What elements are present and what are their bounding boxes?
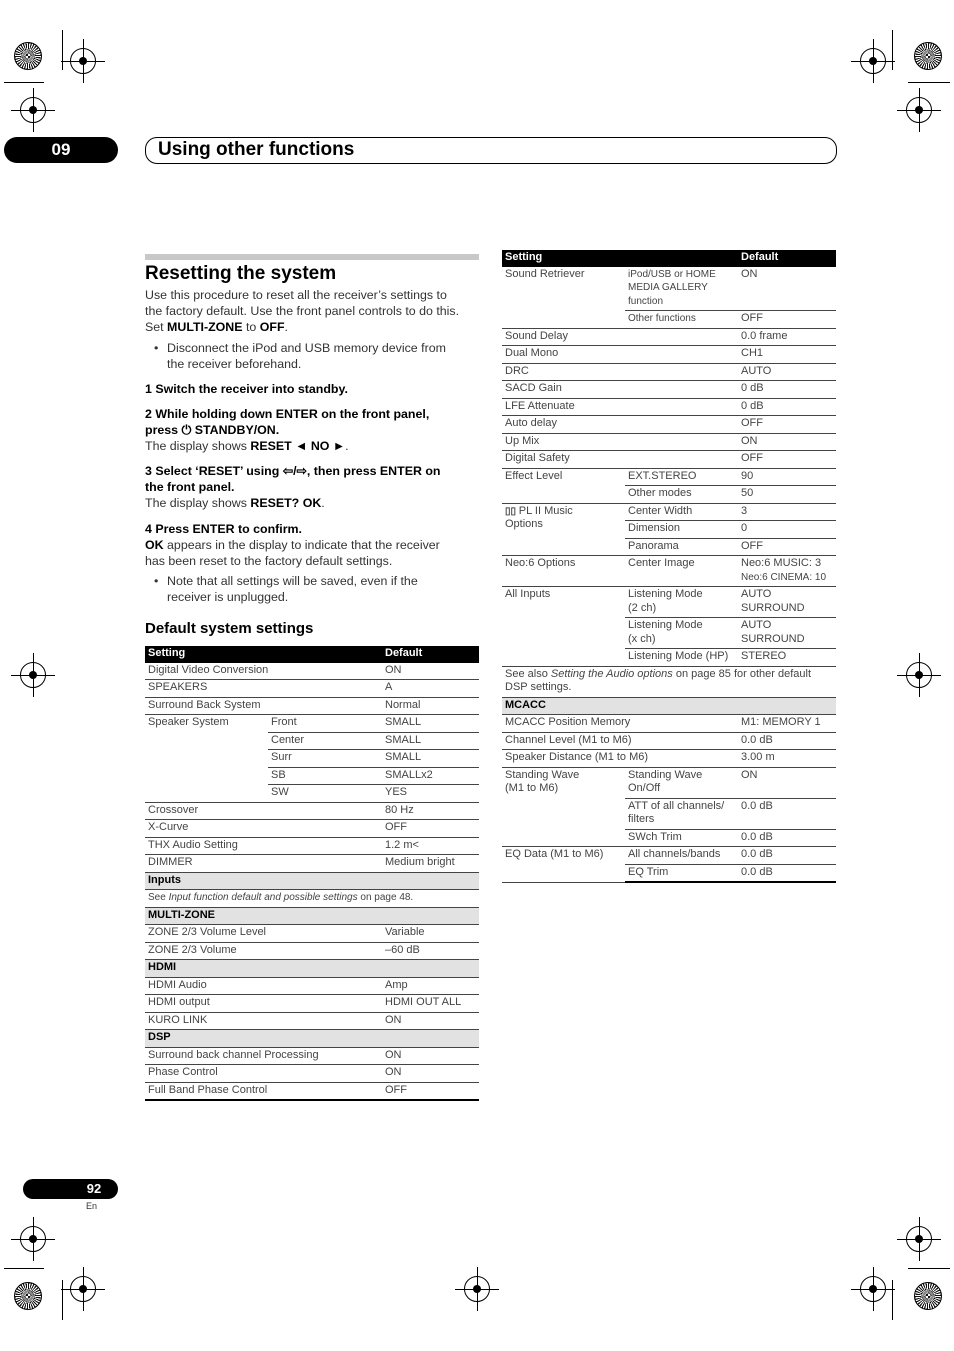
subsetting-text: On/Off: [628, 782, 661, 794]
default-text: Neo:6 CINEMA: 10: [741, 571, 827, 583]
table-row: [502, 732, 836, 750]
section-row: [502, 697, 836, 715]
setting-cell: All Inputs: [502, 587, 625, 667]
crop-line: [908, 82, 950, 83]
table-row: [145, 837, 479, 855]
setting-cell: Speaker Distance (M1 to M6): [502, 750, 738, 768]
table-row: [145, 1012, 479, 1030]
table-row: [502, 398, 836, 416]
table-row: [145, 802, 479, 820]
result-text: The display shows: [145, 439, 251, 453]
chapter-title: Using other functions: [158, 139, 355, 160]
table-row: [502, 381, 836, 399]
intro-paragraph: [145, 287, 479, 335]
registration-rosette-icon: [14, 1282, 42, 1310]
section-row: [145, 907, 479, 925]
subsetting-cell: Other modes: [625, 486, 738, 504]
section-row: [145, 1030, 479, 1048]
subsetting-cell: [625, 767, 738, 798]
dolby-logo-icon: ▯▯: [505, 505, 519, 517]
table-row: [502, 587, 836, 618]
table-row: [502, 328, 836, 346]
default-cell: [738, 556, 836, 587]
subsetting-text: (2 ch): [628, 601, 657, 614]
table-row: [145, 715, 479, 733]
subsetting-text: filters: [628, 813, 655, 825]
note-text: See: [148, 892, 169, 903]
default-cell: OFF: [738, 451, 836, 469]
registration-mark-icon: [906, 97, 932, 123]
default-cell: Amp: [382, 977, 479, 995]
registration-rosette-icon: [914, 1282, 942, 1310]
setting-cell: X-Curve: [145, 820, 382, 838]
step-1: 1 Switch the receiver into standby.: [145, 382, 348, 396]
default-cell: YES: [382, 785, 479, 803]
setting-cell: SPEAKERS: [145, 680, 382, 698]
default-cell: Medium bright: [382, 855, 479, 873]
cross-reference: Setting the Audio options: [550, 667, 673, 680]
default-cell: [738, 618, 836, 649]
default-cell: 0.0 dB: [738, 798, 836, 829]
off-term: OFF: [259, 320, 285, 334]
table-row: [145, 977, 479, 995]
setting-cell: DRC: [502, 363, 738, 381]
default-cell: OFF: [382, 1082, 479, 1100]
chapter-number: 09: [51, 140, 71, 159]
page-number: 92: [86, 1181, 102, 1196]
step-3: [145, 463, 479, 495]
step-4-result: [145, 537, 479, 569]
setting-cell: Channel Level (M1 to M6): [502, 732, 738, 750]
setting-cell: [502, 503, 625, 556]
note-text: on page 48.: [357, 892, 414, 903]
ok-term: OK: [145, 538, 164, 552]
setting-cell: Phase Control: [145, 1065, 382, 1083]
subsetting-cell: All channels/bands: [625, 847, 738, 865]
table-row: [502, 363, 836, 381]
setting-cell: Neo:6 Options: [502, 556, 625, 587]
table-row: [502, 468, 836, 486]
intro-line: the factory default. Use the front panel controls to do this.: [145, 304, 460, 318]
default-cell: STEREO: [738, 649, 836, 667]
table-row: [502, 433, 836, 451]
setting-cell: THX Audio Setting: [145, 837, 382, 855]
table-row: [502, 666, 836, 697]
column-header: Setting: [502, 250, 738, 267]
registration-mark-icon: [70, 1276, 96, 1302]
subsetting-text: (x ch): [628, 632, 656, 645]
default-cell: M1: MEMORY 1: [738, 715, 836, 733]
step-2: [145, 406, 479, 438]
table-row: [145, 1065, 479, 1083]
subsetting-cell: Other functions: [625, 311, 738, 329]
multi-zone-term: MULTI-ZONE: [167, 320, 243, 334]
default-cell: [738, 587, 836, 618]
registration-mark-icon: [20, 662, 46, 688]
setting-text: PL II Music: [518, 504, 573, 517]
page-language: En: [86, 1201, 98, 1211]
display-value: RESET? OK: [250, 496, 322, 510]
setting-text: (M1 to M6): [505, 782, 559, 794]
default-cell: HDMI OUT ALL: [382, 995, 479, 1013]
section-label: HDMI: [145, 960, 479, 978]
note-cell: [145, 890, 479, 908]
table-row: [145, 820, 479, 838]
default-cell: OFF: [738, 311, 836, 329]
default-cell: 3.00 m: [738, 750, 836, 768]
setting-cell: Full Band Phase Control: [145, 1082, 382, 1100]
crop-line: [4, 1268, 44, 1269]
result-text: The display shows: [145, 496, 251, 510]
default-cell: 80 Hz: [382, 802, 479, 820]
setting-cell: Surround back channel Processing: [145, 1047, 382, 1065]
default-text: Neo:6 MUSIC: 3: [741, 557, 822, 569]
section-label: DSP: [145, 1030, 479, 1048]
result-text: .: [321, 496, 325, 510]
note-text: on page 85 for other default DSP settings.: [505, 667, 811, 693]
result-text: has been reset to the factory default settings.: [145, 554, 393, 568]
table-row: [145, 663, 479, 680]
intro-line: to: [242, 320, 260, 334]
subsetting-cell: Front: [268, 715, 382, 733]
default-cell: SMALL: [382, 732, 479, 750]
bullet-text: Disconnect the iPod and USB memory device from: [167, 341, 446, 355]
step-text: 3 Select ‘RESET’ using ⇦/⇨, then press ENTER on: [145, 464, 441, 478]
default-cell: SMALL: [382, 715, 479, 733]
subsetting-cell: EXT.STEREO: [625, 468, 738, 486]
bullet-text: receiver is unplugged.: [167, 590, 289, 604]
table-row: [502, 416, 836, 434]
default-cell: 0.0 dB: [738, 829, 836, 847]
table-row: [502, 267, 836, 311]
registration-mark-icon: [464, 1276, 490, 1302]
default-cell: 0.0 dB: [738, 732, 836, 750]
setting-cell: ZONE 2/3 Volume Level: [145, 925, 382, 943]
default-settings-table-right: [502, 250, 836, 883]
subsetting-cell: Center: [268, 732, 382, 750]
crop-line: [892, 1280, 893, 1320]
subsetting-cell: Surr: [268, 750, 382, 768]
intro-line: Use this procedure to reset all the receiver’s settings to: [145, 288, 447, 302]
column-header: Default: [738, 250, 836, 267]
subsetting-cell: Center Image: [625, 556, 738, 587]
default-text: AUTO: [741, 588, 772, 600]
setting-cell: [502, 767, 625, 847]
bullet-text: the receiver beforehand.: [167, 357, 302, 371]
default-cell: 1.2 m<: [382, 837, 479, 855]
setting-cell: Surround Back System: [145, 697, 382, 715]
result-text: .: [345, 439, 349, 453]
default-cell: Normal: [382, 697, 479, 715]
default-cell: 50: [738, 486, 836, 504]
default-cell: 0 dB: [738, 398, 836, 416]
list-item: [145, 340, 501, 372]
default-cell: ON: [382, 1065, 479, 1083]
subsetting-cell: [625, 618, 738, 649]
default-cell: OFF: [738, 416, 836, 434]
setting-cell: Speaker System: [145, 715, 268, 803]
default-cell: ON: [738, 433, 836, 451]
note-cell: [502, 666, 836, 697]
default-cell: SMALLx2: [382, 767, 479, 785]
default-settings-table-left: [145, 646, 479, 1101]
default-text: AUTO: [741, 619, 772, 631]
setting-cell: KURO LINK: [145, 1012, 382, 1030]
default-cell: 90: [738, 468, 836, 486]
setting-cell: HDMI output: [145, 995, 382, 1013]
registration-mark-icon: [906, 1226, 932, 1252]
table-row: [502, 767, 836, 798]
default-cell: OFF: [382, 820, 479, 838]
table-row: [502, 556, 836, 587]
setting-cell: DIMMER: [145, 855, 382, 873]
bullet-text: Note that all settings will be saved, even if the: [167, 574, 418, 588]
setting-cell: Digital Video Conversion: [145, 663, 382, 680]
default-cell: A: [382, 680, 479, 698]
setting-cell: ZONE 2/3 Volume: [145, 942, 382, 960]
default-cell: ON: [382, 663, 479, 680]
default-cell: CH1: [738, 346, 836, 364]
column-header: Default: [382, 646, 479, 663]
registration-rosette-icon: [14, 42, 42, 70]
setting-cell: Auto delay: [502, 416, 738, 434]
subsetting-text: ATT of all channels/: [628, 799, 725, 812]
subsetting-text: Listening Mode: [628, 619, 703, 631]
registration-mark-icon: [20, 97, 46, 123]
setting-text: Standing Wave: [505, 768, 580, 781]
section-label: Inputs: [145, 872, 479, 890]
default-cell: ON: [738, 267, 836, 311]
default-cell: 0 dB: [738, 381, 836, 399]
table-row: [502, 451, 836, 469]
table-row: [145, 697, 479, 715]
default-cell: 0.0 dB: [738, 864, 836, 882]
step-4: 4 Press ENTER to confirm.: [145, 522, 302, 536]
crop-line: [4, 82, 44, 83]
table-row: [145, 925, 479, 943]
default-cell: ON: [738, 767, 836, 798]
crop-line: [62, 1280, 63, 1320]
step-3-result: [145, 495, 325, 511]
section-rule: [145, 254, 479, 260]
section-row: [145, 960, 479, 978]
step-text: 2 While holding down ENTER on the front panel,: [145, 407, 430, 421]
default-text: SURROUND: [741, 601, 805, 614]
registration-mark-icon: [20, 1226, 46, 1252]
subsetting-cell: Dimension: [625, 521, 738, 539]
setting-cell: Dual Mono: [502, 346, 738, 364]
default-cell: SMALL: [382, 750, 479, 768]
default-cell: 0.0 frame: [738, 328, 836, 346]
setting-cell: Sound Delay: [502, 328, 738, 346]
table-row: [145, 855, 479, 873]
subsetting-cell: SWch Trim: [625, 829, 738, 847]
table-row: [502, 346, 836, 364]
subsetting-cell: Center Width: [625, 503, 738, 521]
section-row: [145, 872, 479, 890]
default-cell: 0: [738, 521, 836, 539]
table-row: [145, 1047, 479, 1065]
note-text: See also: [505, 667, 551, 680]
crop-line: [62, 30, 63, 70]
setting-cell: MCACC Position Memory: [502, 715, 738, 733]
registration-rosette-icon: [914, 42, 942, 70]
result-text: appears in the display to indicate that the receiver: [163, 538, 440, 552]
table-row: [502, 847, 836, 865]
setting-cell: LFE Attenuate: [502, 398, 738, 416]
subsetting-text: Listening Mode: [628, 588, 703, 600]
default-cell: 0.0 dB: [738, 847, 836, 865]
table-row: [145, 1082, 479, 1100]
subsetting-cell: Panorama: [625, 538, 738, 556]
crop-line: [908, 1268, 950, 1269]
table-row: [502, 750, 836, 768]
subsetting-cell: [625, 587, 738, 618]
registration-mark-icon: [860, 1276, 886, 1302]
subsetting-cell: EQ Trim: [625, 864, 738, 882]
step-2-result: [145, 438, 349, 454]
setting-cell: SACD Gain: [502, 381, 738, 399]
step-text: the front panel.: [145, 480, 235, 494]
subsetting-cell: Listening Mode (HP): [625, 649, 738, 667]
default-cell: 3: [738, 503, 836, 521]
table-row: [145, 890, 479, 908]
subsetting-cell: [625, 798, 738, 829]
subsetting-cell: iPod/USB or HOME MEDIA GALLERY function: [625, 267, 738, 311]
section-label: MULTI-ZONE: [145, 907, 479, 925]
setting-cell: EQ Data (M1 to M6): [502, 847, 625, 883]
subsetting-cell: SW: [268, 785, 382, 803]
section-title: Resetting the system: [145, 263, 337, 284]
default-cell: AUTO: [738, 363, 836, 381]
table-row: [145, 680, 479, 698]
default-cell: OFF: [738, 538, 836, 556]
subsetting-text: Standing Wave: [628, 768, 703, 781]
table-row: [502, 715, 836, 733]
subsetting-cell: SB: [268, 767, 382, 785]
table-row: [502, 503, 836, 521]
display-value: RESET ◄ NO ►: [250, 439, 346, 453]
cross-reference: Input function default and possible settings: [168, 892, 358, 903]
setting-text: Options: [505, 518, 543, 530]
list-item: [145, 573, 501, 605]
registration-mark-icon: [860, 48, 886, 74]
registration-mark-icon: [906, 662, 932, 688]
default-text: SURROUND: [741, 632, 805, 645]
subsection-title: Default system settings: [145, 620, 314, 637]
default-cell: ON: [382, 1012, 479, 1030]
table-row: [145, 995, 479, 1013]
setting-cell: Digital Safety: [502, 451, 738, 469]
column-header: Setting: [145, 646, 382, 663]
setting-cell: Effect Level: [502, 468, 625, 503]
table-row: [145, 942, 479, 960]
intro-line: .: [284, 320, 288, 334]
default-cell: Variable: [382, 925, 479, 943]
setting-cell: Sound Retriever: [502, 267, 625, 329]
registration-mark-icon: [70, 48, 96, 74]
setting-cell: Crossover: [145, 802, 382, 820]
default-cell: ON: [382, 1047, 479, 1065]
intro-line: Set: [145, 320, 168, 334]
crop-line: [892, 30, 893, 70]
step-text: press ⏻ STANDBY/ON.: [145, 423, 280, 437]
section-label: MCACC: [502, 697, 836, 715]
setting-cell: Up Mix: [502, 433, 738, 451]
default-cell: –60 dB: [382, 942, 479, 960]
setting-cell: HDMI Audio: [145, 977, 382, 995]
